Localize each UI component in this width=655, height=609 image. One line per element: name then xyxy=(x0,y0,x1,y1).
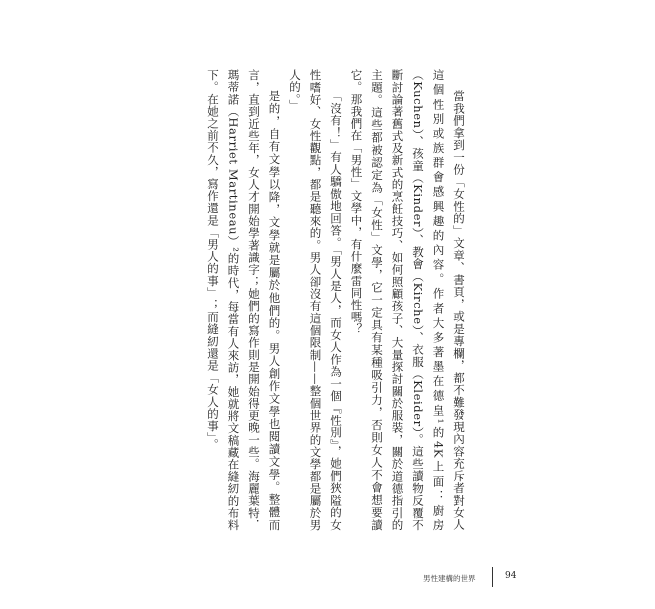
page-number: 94 xyxy=(505,571,517,581)
footer-divider xyxy=(492,567,493,587)
paragraph-3: 是的，自有文學以降，文學就是屬於他們的。男人創作文學也閱讀文學。整體而言，直到近些年，女人才開始學著識字；她們的寫作則是開始得更晚一些。海麗葉特．瑪蒂諾（Harriet Martineau）²的時代，每當有人來訪，她就將文稿藏在縫紉的布料下。在她之前不久，寫作還是「男人的事」；而縫紉還是「女人的事」。 xyxy=(206,69,282,531)
paragraph-1: 當我們拿到一份「女性的」文章、書頁，或是專欄，都不難發現內容充斥者對女人這個性別或族群會感興趣的內容。作者大多著墨在德皇¹的4K上面：廚房（Kuchen）、孩童（Kinder）、教會（Kirche）、衣服（Kleider）。這些讀物反覆不斷討論著舊式及新式的烹飪技巧、如何照顧孩子、大量探討關於服裝，關於道德指引的主題。這些都被認定為「女性」文學，它一定具有某種吸引力，否則女人不會想要讀它。那我們在「男性」文學中，有什麼雷同性嗎？ xyxy=(349,69,466,531)
body-text-column xyxy=(203,69,470,531)
paragraph-2: 「沒有！」有人驕傲地回答。「男人是人，而女人作為一個『性別』，她們狹隘的女性嗜好、女性觀點，都是聽來的。男人卻沒有這個限制——整個世界的文學都是屬於男人的。」 xyxy=(288,69,343,531)
running-footer-title: 男性建構的世界 xyxy=(423,574,476,583)
